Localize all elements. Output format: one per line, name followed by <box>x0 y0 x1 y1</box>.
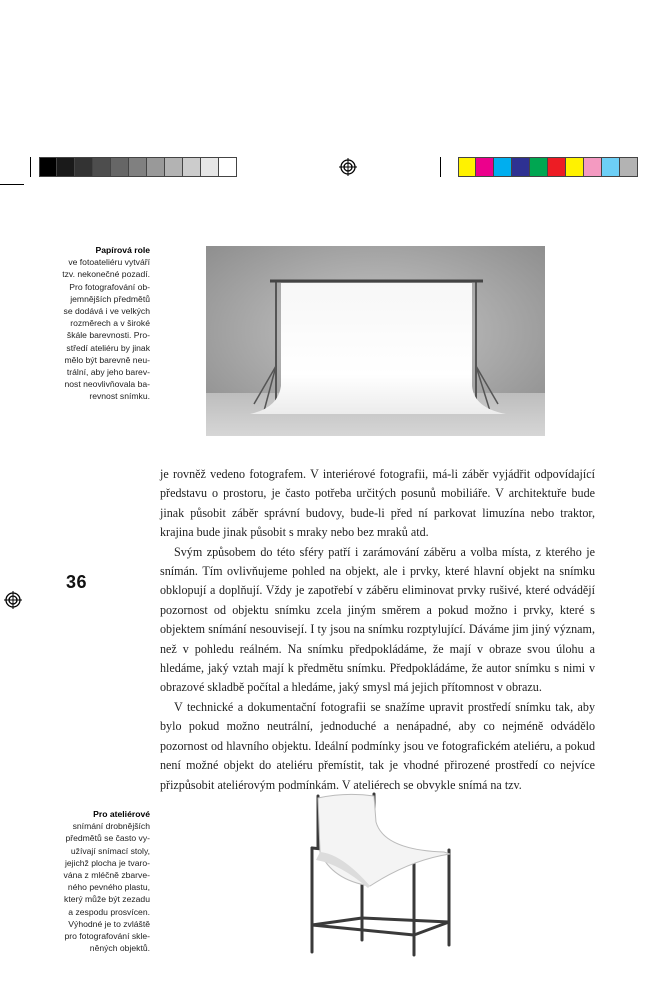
color-swatch <box>584 158 602 176</box>
color-swatch <box>548 158 566 176</box>
grayscale-color-bar <box>39 157 237 177</box>
color-swatch <box>566 158 584 176</box>
caption-line: se dodává i ve velkých <box>63 306 150 317</box>
caption-line: užívají snímací stoly, <box>70 845 150 856</box>
caption-studio-table <box>40 808 150 954</box>
caption-line: škále barevnosti. Pro- <box>66 330 150 341</box>
color-swatch <box>458 158 476 176</box>
caption-line: nost neovlivňovala ba- <box>64 379 150 390</box>
color-swatch <box>183 158 201 176</box>
color-swatch <box>476 158 494 176</box>
caption-line: mělo být barevně neu- <box>64 354 150 365</box>
crop-mark-top-right <box>440 157 441 177</box>
photo-paper-backdrop <box>206 246 545 436</box>
body-paragraph: Svým způsobem do této sféry patří i zarámování záběru a volba místa, z kterého je snímán. Tím ovlivňujeme pohled na objekt, ale i prvky, které hlavní objekt na snímku obklopují a doplňují. Vždy je zapotřebí v záběru eliminovat prvky rušivé, které odvádějí pozornost od objektu snímku zcela jiným směrem a pokud možno i prvky, které s objektem snímání nesouvisejí. I ty jsou na snímku rozptylující. Dáváme jim jiný význam, než v pohledu reálném. Na snímku předpokládáme, že mají v obraze svou úlohu a hledáme, jaký vztah mají k předmětu snímku. Předpokládáme, že autor snímku s nimi v obrazové skladbě počítal a hledáme, jaký smysl má jejich přítomnost v obrazu. <box>160 544 595 695</box>
color-swatch <box>620 158 638 176</box>
caption-line: jemnějších předmětů <box>70 293 150 304</box>
color-swatch <box>75 158 93 176</box>
color-swatch <box>602 158 620 176</box>
color-swatch <box>147 158 165 176</box>
body-text <box>160 465 595 795</box>
registration-mark-left-icon <box>4 591 22 609</box>
crop-mark-top-left <box>30 157 31 177</box>
color-swatch <box>530 158 548 176</box>
caption-line: předmětů se často vy- <box>65 833 150 844</box>
caption-title: Pro ateliérové <box>93 809 150 819</box>
caption-line: rozměrech a v široké <box>70 318 150 329</box>
body-paragraph: je rovněž vedeno fotografem. V interiérové fotografii, má-li záběr vyjádřit odpovídající představu o prostoru, je často potřeba určitých posunů mobiliáře. V architektuře bude jinak působit záběr správní budovy, bude-li před ní parkovat limuzína nebo traktor, krajina bude jinak působit s mraky nebo bez mraků atd. <box>160 467 595 540</box>
color-swatch <box>93 158 111 176</box>
color-swatch <box>219 158 237 176</box>
caption-line: ného pevného plastu, <box>67 882 150 893</box>
caption-line: pro fotografování skle- <box>64 931 150 942</box>
caption-line: a zespodu prosvícen. <box>68 906 150 917</box>
color-swatch <box>512 158 530 176</box>
caption-line: který může být zezadu <box>64 894 150 905</box>
caption-line: středí ateliéru by jinak <box>66 342 150 353</box>
caption-line: něných objektů. <box>89 943 150 954</box>
caption-line: trální, aby jeho barev- <box>66 367 150 378</box>
caption-paper-roll <box>40 244 150 403</box>
color-swatch <box>494 158 512 176</box>
registration-mark-top-icon <box>339 158 357 176</box>
caption-line: vána z mléčně zbarve- <box>63 870 150 881</box>
caption-line: ve fotoateliéru vytváří <box>68 257 150 268</box>
color-swatch <box>165 158 183 176</box>
caption-line: snímání drobnějších <box>72 821 150 832</box>
body-paragraph: V technické a dokumentační fotografii se snažíme upravit prostředí snímku tak, aby bylo pokud možno neutrální, jednoduché a nenápadné, aby co nejméně odvádělo pozornost od hlavního objektu. Ideální podmínky jsou ve fotografickém ateliéru, a pokud není možné objekt do ateliéru přemístit, tak je vhodné přirozené prostředí co nejvíce přizpůsobit ateliérovým podmínkám. V ateliérech se obvykle snímá na tzv. <box>160 699 595 792</box>
caption-line: Pro fotografování ob- <box>69 281 150 292</box>
process-color-bar <box>458 157 638 177</box>
caption-line: jejichž plocha je tvaro- <box>64 857 150 868</box>
page-number: 36 <box>66 572 88 592</box>
photo-shooting-table <box>302 790 462 960</box>
caption-title: Papírová role <box>95 245 150 255</box>
color-swatch <box>129 158 147 176</box>
caption-line: tzv. nekonečné pozadí. <box>62 269 150 280</box>
color-swatch <box>39 158 57 176</box>
color-swatch <box>111 158 129 176</box>
color-swatch <box>57 158 75 176</box>
color-swatch <box>201 158 219 176</box>
caption-line: revnost snímku. <box>89 391 150 402</box>
crop-mark-left <box>0 184 24 185</box>
caption-line: Výhodné je to zvláště <box>68 918 150 929</box>
